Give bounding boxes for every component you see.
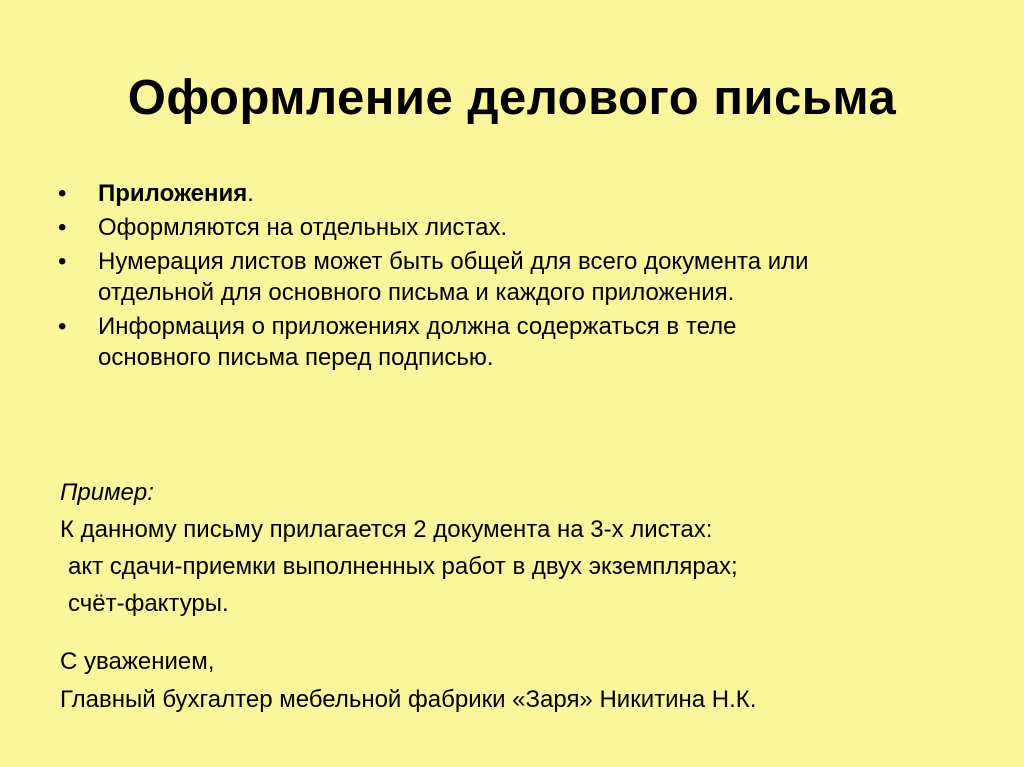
slide-title: Оформление делового письма <box>127 71 897 125</box>
bullet-text <box>98 313 736 371</box>
bullet-marker: • <box>58 214 67 241</box>
bullet-item <box>58 311 978 373</box>
bullet-marker: • <box>58 180 67 207</box>
closing-block <box>60 643 990 719</box>
bullet-line: Информация о приложениях должна содержаться в теле <box>98 313 737 340</box>
bullet-list <box>58 178 978 376</box>
bullet-marker: • <box>58 313 67 340</box>
bullet-marker: • <box>58 248 67 275</box>
bullet-item <box>58 212 978 243</box>
bullet-strong-text: Приложения <box>98 180 248 207</box>
example-block <box>60 474 990 622</box>
closing-signature: Главный бухгалтер мебельной фабрики «Заря» Никитина Н.К. <box>60 686 757 713</box>
bullet-item <box>58 178 978 209</box>
example-line: К данному письму прилагается 2 документа на 3-х листах: <box>60 516 713 543</box>
bullet-line: основного письма перед подписью. <box>98 344 494 371</box>
example-line: акт сдачи-приемки выполненных работ в двух экземплярах; <box>68 553 738 580</box>
bullet-item <box>58 246 978 308</box>
bullet-text: Оформляются на отдельных листах. <box>98 214 508 241</box>
bullet-text <box>98 180 254 207</box>
bullet-text <box>98 248 809 306</box>
closing-greeting: С уважением, <box>60 648 215 675</box>
bullet-line: отдельной для основного письма и каждого приложения. <box>98 279 735 306</box>
bullet-line: Нумерация листов может быть общей для всего документа или <box>98 248 809 275</box>
bullet-rest-text: . <box>247 180 254 207</box>
example-line: счёт-фактуры. <box>68 590 229 617</box>
example-label: Пример: <box>60 479 154 506</box>
